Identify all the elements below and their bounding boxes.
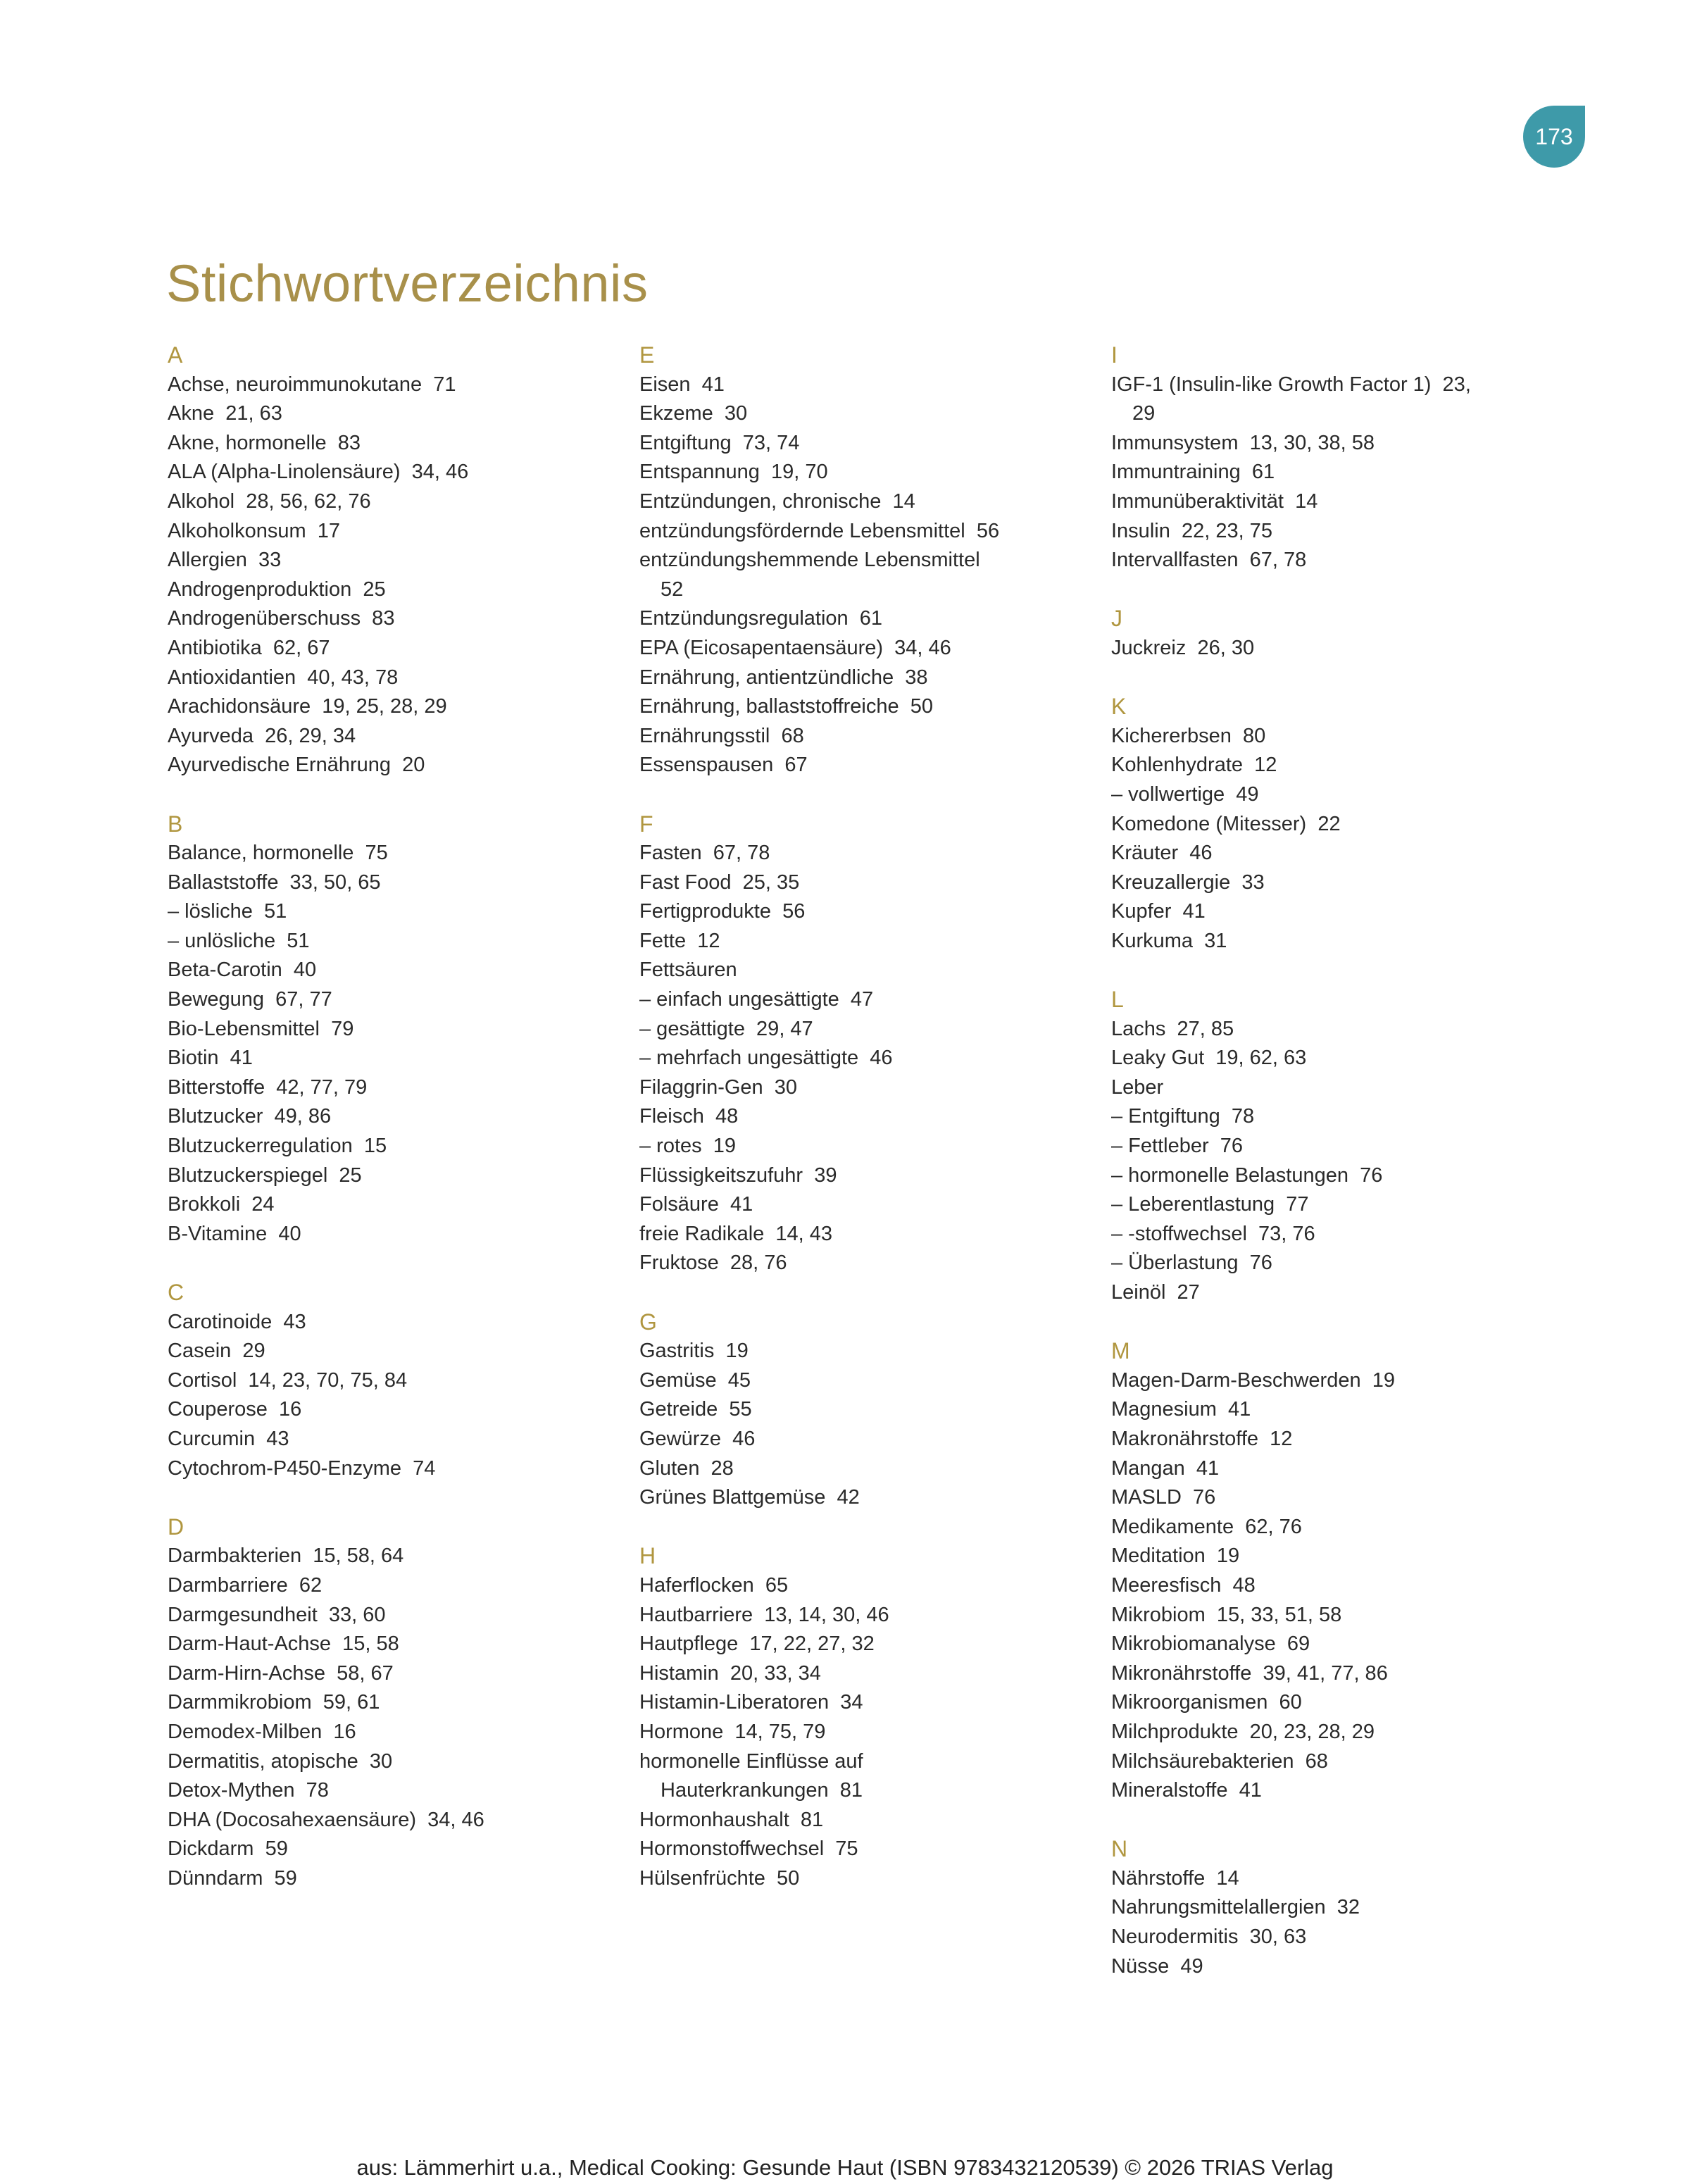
index-entry: Entspannung 19, 70: [639, 461, 828, 484]
index-entry: Ernährung, antientzündliche 38: [639, 666, 928, 689]
index-entry: Magen-Darm-Beschwerden 19: [1111, 1368, 1395, 1392]
index-entry: Medikamente 62, 76: [1111, 1515, 1302, 1538]
index-entry: Darm-Haut-Achse 15, 58: [168, 1633, 399, 1656]
section-letter: B: [168, 811, 183, 837]
index-column-2: [639, 341, 1090, 1923]
index-entry: Leaky Gut 19, 62, 63: [1111, 1047, 1307, 1070]
index-entry: Bio-Lebensmittel 79: [168, 1017, 354, 1040]
index-entry: Cortisol 14, 23, 70, 75, 84: [168, 1368, 408, 1392]
index-entry: Mikroorganismen 60: [1111, 1691, 1302, 1714]
index-section-g: [639, 1308, 1090, 1513]
index-entry: Insulin 22, 23, 75: [1111, 519, 1272, 542]
index-entry: Gewürze 46: [639, 1427, 756, 1450]
index-entry: Meditation 19: [1111, 1545, 1240, 1568]
index-entry: Mineralstoffe 41: [1111, 1779, 1262, 1802]
index-entry: – rotes 19: [639, 1135, 737, 1158]
index-entry: Gemüse 45: [639, 1368, 751, 1392]
index-entry: – Überlastung 76: [1111, 1252, 1272, 1275]
index-entry: freie Radikale 14, 43: [639, 1222, 833, 1245]
index-entry: Arachidonsäure 19, 25, 28, 29: [168, 695, 447, 718]
index-entry: Milchprodukte 20, 23, 28, 29: [1111, 1720, 1375, 1743]
section-letter: M: [1111, 1338, 1130, 1364]
index-entry: Lachs 27, 85: [1111, 1017, 1234, 1040]
index-entry: Fleisch 48: [639, 1105, 739, 1128]
index-entry: Androgenüberschuss 83: [168, 607, 395, 630]
index-entry: Fette 12: [639, 929, 720, 952]
index-entry: Eisen 41: [639, 373, 725, 396]
index-entry: Carotinoide 43: [168, 1310, 306, 1333]
index-entry: Ernährung, ballaststoffreiche 50: [639, 695, 934, 718]
section-letter: D: [168, 1514, 184, 1540]
index-entry: Fettsäuren: [639, 959, 737, 982]
index-entry: Blutzuckerregulation 15: [168, 1135, 387, 1158]
index-section-j: [1111, 604, 1562, 663]
index-entry: Darmbarriere 62: [168, 1573, 323, 1597]
index-entry: – lösliche 51: [168, 900, 287, 923]
index-entry: Juckreiz 26, 30: [1111, 636, 1255, 659]
index-entry: Couperose 16: [168, 1398, 302, 1421]
index-entry: – Fettleber 76: [1111, 1135, 1243, 1158]
index-entry: Leinöl 27: [1111, 1281, 1200, 1304]
index-section-h: [639, 1542, 1090, 1893]
index-entry: Gastritis 19: [639, 1340, 749, 1363]
index-entry: Folsäure 41: [639, 1193, 753, 1216]
index-entry: Immunüberaktivität 14: [1111, 489, 1318, 513]
index-entry: Bitterstoffe 42, 77, 79: [168, 1075, 368, 1099]
index-entry: Nährstoffe 14: [1111, 1866, 1239, 1890]
index-entry: – -stoffwechsel 73, 76: [1111, 1222, 1315, 1245]
index-entry: Magnesium 41: [1111, 1398, 1251, 1421]
index-entry: Entzündungsregulation 61: [639, 607, 883, 630]
index-entry: – Entgiftung 78: [1111, 1105, 1255, 1128]
index-entry: Biotin 41: [168, 1047, 253, 1070]
index-entry: Intervallfasten 67, 78: [1111, 549, 1307, 572]
index-section-b: [168, 810, 618, 1249]
footer-citation: aus: Lämmerhirt u.a., Medical Cooking: Gesunde Haut (ISBN 9783432120539) © 2026 TRIAS Verlag: [356, 2155, 1334, 2180]
index-entry: Milchsäurebakterien 68: [1111, 1749, 1328, 1773]
index-section-i: [1111, 341, 1562, 575]
index-section-c: [168, 1278, 618, 1483]
index-entry: Dünndarm 59: [168, 1866, 297, 1890]
index-entry: Darm-Hirn-Achse 58, 67: [168, 1661, 394, 1685]
index-entry: Leber: [1111, 1075, 1164, 1099]
index-entry: Ballaststoffe 33, 50, 65: [168, 871, 381, 894]
index-entry: Dermatitis, atopische 30: [168, 1749, 393, 1773]
section-letter: L: [1111, 987, 1124, 1013]
index-entry: hormonelle Einflüsse auf: [639, 1749, 863, 1773]
index-entry: Alkohol 28, 56, 62, 76: [168, 489, 371, 513]
index-section-f: [639, 810, 1090, 1279]
index-entry: Entgiftung 73, 74: [639, 431, 800, 454]
index-entry: Cytochrom-P450-Enzyme 74: [168, 1456, 436, 1480]
index-entry: Alkoholkonsum 17: [168, 519, 341, 542]
index-entry: Curcumin 43: [168, 1427, 289, 1450]
index-entry: Hautbarriere 13, 14, 30, 46: [639, 1603, 889, 1626]
section-letter: F: [639, 811, 653, 837]
index-entry: EPA (Eicosapentaensäure) 34, 46: [639, 636, 951, 659]
index-entry: Akne, hormonelle 83: [168, 431, 361, 454]
index-entry: Hormonstoffwechsel 75: [639, 1837, 858, 1861]
index-entry: Fertigprodukte 56: [639, 900, 806, 923]
index-entry: Bewegung 67, 77: [168, 988, 332, 1011]
index-entry: Mikronährstoffe 39, 41, 77, 86: [1111, 1661, 1388, 1685]
index-entry: Essenspausen 67: [639, 754, 808, 777]
index-entry: Entzündungen, chronische 14: [639, 489, 915, 513]
page-number: 173: [1535, 123, 1573, 149]
index-entry: Ayurveda 26, 29, 34: [168, 724, 356, 747]
index-entry: Darmbakterien 15, 58, 64: [168, 1545, 404, 1568]
index-entry: Hormonhaushalt 81: [639, 1808, 824, 1831]
index-entry: Getreide 55: [639, 1398, 752, 1421]
index-entry: Blutzuckerspiegel 25: [168, 1163, 362, 1187]
index-entry: – vollwertige 49: [1111, 782, 1259, 806]
index-entry: Filaggrin-Gen 30: [639, 1075, 798, 1099]
index-entry: Brokkoli 24: [168, 1193, 275, 1216]
index-section-a: [168, 341, 618, 780]
index-entry: – hormonelle Belastungen 76: [1111, 1163, 1383, 1187]
index-entry: Kräuter 46: [1111, 842, 1213, 865]
index-entry: entzündungshemmende Lebensmittel: [639, 549, 980, 572]
index-entry: – unlösliche 51: [168, 929, 310, 952]
section-letter: G: [639, 1309, 657, 1335]
index-entry: Kichererbsen 80: [1111, 724, 1266, 747]
section-letter: C: [168, 1280, 184, 1305]
section-letter: A: [168, 342, 183, 368]
index-entry: Achse, neuroimmunokutane 71: [168, 373, 456, 396]
index-entry: Casein 29: [168, 1340, 265, 1363]
index-entry: – gesättigte 29, 47: [639, 1017, 813, 1040]
index-entry: Fasten 67, 78: [639, 842, 770, 865]
index-section-k: [1111, 692, 1562, 956]
index-entry: Kreuzallergie 33: [1111, 871, 1265, 894]
index-entry: Detox-Mythen 78: [168, 1779, 329, 1802]
index-entry: ALA (Alpha-Linolensäure) 34, 46: [168, 461, 469, 484]
index-entry: DHA (Docosahexaensäure) 34, 46: [168, 1808, 484, 1831]
index-entry: Komedone (Mitesser) 22: [1111, 812, 1341, 835]
index-entry: Ayurvedische Ernährung 20: [168, 754, 425, 777]
index-entry: Immunsystem 13, 30, 38, 58: [1111, 431, 1375, 454]
index-entry: Ekzeme 30: [639, 402, 748, 425]
section-letter: I: [1111, 342, 1118, 368]
index-entry: Mikrobiomanalyse 69: [1111, 1633, 1310, 1656]
index-entry: – einfach ungesättigte 47: [639, 988, 874, 1011]
index-entry: Hautpflege 17, 22, 27, 32: [639, 1633, 875, 1656]
index-entry: Makronährstoffe 12: [1111, 1427, 1293, 1450]
index-section-m: [1111, 1337, 1562, 1806]
index-entry: Antioxidantien 40, 43, 78: [168, 666, 399, 689]
section-letter: H: [639, 1543, 656, 1569]
index-entry: Dickdarm 59: [168, 1837, 288, 1861]
index-entry: B-Vitamine 40: [168, 1222, 301, 1245]
index-entry: Kurkuma 31: [1111, 929, 1227, 952]
index-entry: Fruktose 28, 76: [639, 1252, 787, 1275]
page-number-badge: [1523, 106, 1585, 168]
index-entry: – Leberentlastung 77: [1111, 1193, 1309, 1216]
index-section-n: [1111, 1835, 1562, 1981]
index-column-1: [168, 341, 618, 1923]
index-entry: Hülsenfrüchte 50: [639, 1866, 800, 1890]
index-entry: Immuntraining 61: [1111, 461, 1275, 484]
index-entry: Meeresfisch 48: [1111, 1573, 1256, 1597]
index-entry: Androgenproduktion 25: [168, 578, 386, 601]
index-entry: Flüssigkeitszufuhr 39: [639, 1163, 837, 1187]
index-entry: Grünes Blattgemüse 42: [639, 1486, 860, 1509]
index-entry: MASLD 76: [1111, 1486, 1216, 1509]
section-letter: N: [1111, 1836, 1128, 1862]
index-entry: Fast Food 25, 35: [639, 871, 800, 894]
index-entry-continuation: 52: [661, 578, 684, 601]
index-section-d: [168, 1513, 618, 1894]
index-entry: Hormone 14, 75, 79: [639, 1720, 826, 1743]
index-entry: Mikrobiom 15, 33, 51, 58: [1111, 1603, 1342, 1626]
index-entry: Antibiotika 62, 67: [168, 636, 330, 659]
section-letter: E: [639, 342, 655, 368]
index-entry: Neurodermitis 30, 63: [1111, 1926, 1307, 1949]
index-entry: Nüsse 49: [1111, 1954, 1203, 1978]
index-entry: Histamin 20, 33, 34: [639, 1661, 821, 1685]
index-entry: Ernährungsstil 68: [639, 724, 804, 747]
index-column-3: [1111, 341, 1562, 2011]
index-entry: Darmgesundheit 33, 60: [168, 1603, 386, 1626]
page-title: Stichwortverzeichnis: [166, 254, 649, 313]
index-entry: Demodex-Milben 16: [168, 1720, 356, 1743]
section-letter: J: [1111, 606, 1122, 632]
index-entry: – mehrfach ungesättigte 46: [639, 1047, 893, 1070]
index-entry: Nahrungsmittelallergien 32: [1111, 1896, 1360, 1919]
index-entry: Histamin-Liberatoren 34: [639, 1691, 863, 1714]
index-entry: Haferflocken 65: [639, 1573, 789, 1597]
index-entry-continuation: 29: [1132, 402, 1156, 425]
index-entry: Darmmikrobiom 59, 61: [168, 1691, 380, 1714]
index-entry-continuation: Hauterkrankungen 81: [661, 1779, 863, 1802]
index-entry: Beta-Carotin 40: [168, 959, 317, 982]
index-entry: entzündungsfördernde Lebensmittel 56: [639, 519, 1000, 542]
index-entry: Akne 21, 63: [168, 402, 282, 425]
index-entry: Mangan 41: [1111, 1456, 1220, 1480]
index-entry: Blutzucker 49, 86: [168, 1105, 332, 1128]
index-section-l: [1111, 985, 1562, 1308]
index-entry: Kohlenhydrate 12: [1111, 754, 1277, 777]
index-entry: Kupfer 41: [1111, 900, 1206, 923]
index-entry: Allergien 33: [168, 549, 282, 572]
index-section-e: [639, 341, 1090, 780]
section-letter: K: [1111, 694, 1127, 720]
index-entry: Gluten 28: [639, 1456, 734, 1480]
index-entry: Balance, hormonelle 75: [168, 842, 388, 865]
index-entry: IGF-1 (Insulin-like Growth Factor 1) 23,: [1111, 373, 1471, 396]
